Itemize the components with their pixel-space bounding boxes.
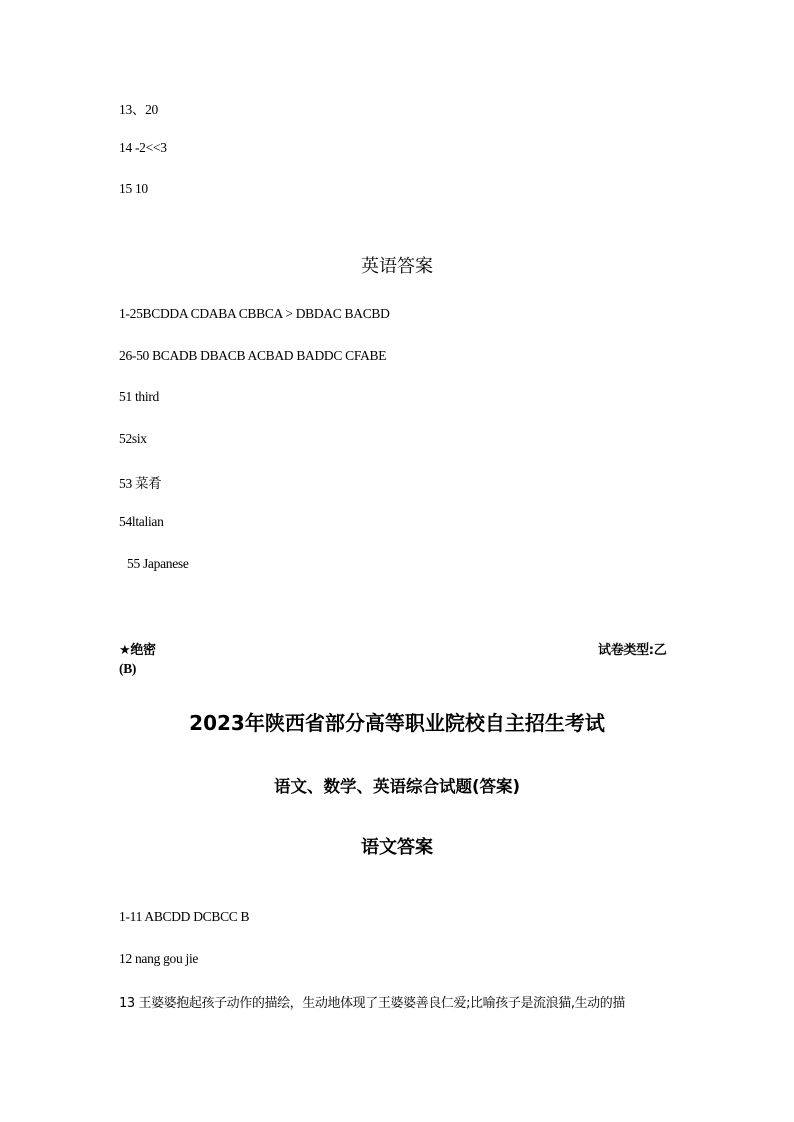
answer-line: 13、20 [119, 102, 159, 117]
answer-line: 52six [119, 431, 147, 446]
answer-line: 26-50 BCADB DBACB ACBAD BADDC CFABE [119, 348, 387, 363]
answer-line: 15 10 [119, 181, 148, 196]
answer-line: 1-11 ABCDD DCBCC B [119, 909, 250, 924]
answer-line: 54ltalian [119, 514, 164, 529]
answer-line: 13 王婆婆抱起孩子动作的描绘，生动地体现了王婆婆善良仁爱;比喻孩子是流浪猫,生动的描 [119, 996, 625, 1011]
answer-line: 14 -2<<3 [119, 140, 167, 155]
chinese-heading: 语文答案 [361, 837, 433, 858]
answer-line: 55 Japanese [127, 556, 189, 571]
answer-line: 12 nang gou jie [119, 951, 199, 966]
answer-line: 51 third [119, 389, 159, 404]
exam-title: 2023年陕西省部分高等职业院校自主招生考试 [189, 711, 605, 735]
paper-variant: (B) [119, 661, 137, 676]
secret-label: ★绝密 [119, 643, 156, 658]
answer-line: 1-25BCDDA CDABA CBBCA > DBDAC BACBD [119, 306, 390, 321]
english-heading: 英语答案 [361, 256, 433, 277]
answer-line: 53 菜肴 [119, 476, 162, 491]
exam-subtitle: 语文、数学、英语综合试题(答案) [273, 777, 521, 796]
paper-type: 试卷类型:乙 [598, 643, 667, 658]
